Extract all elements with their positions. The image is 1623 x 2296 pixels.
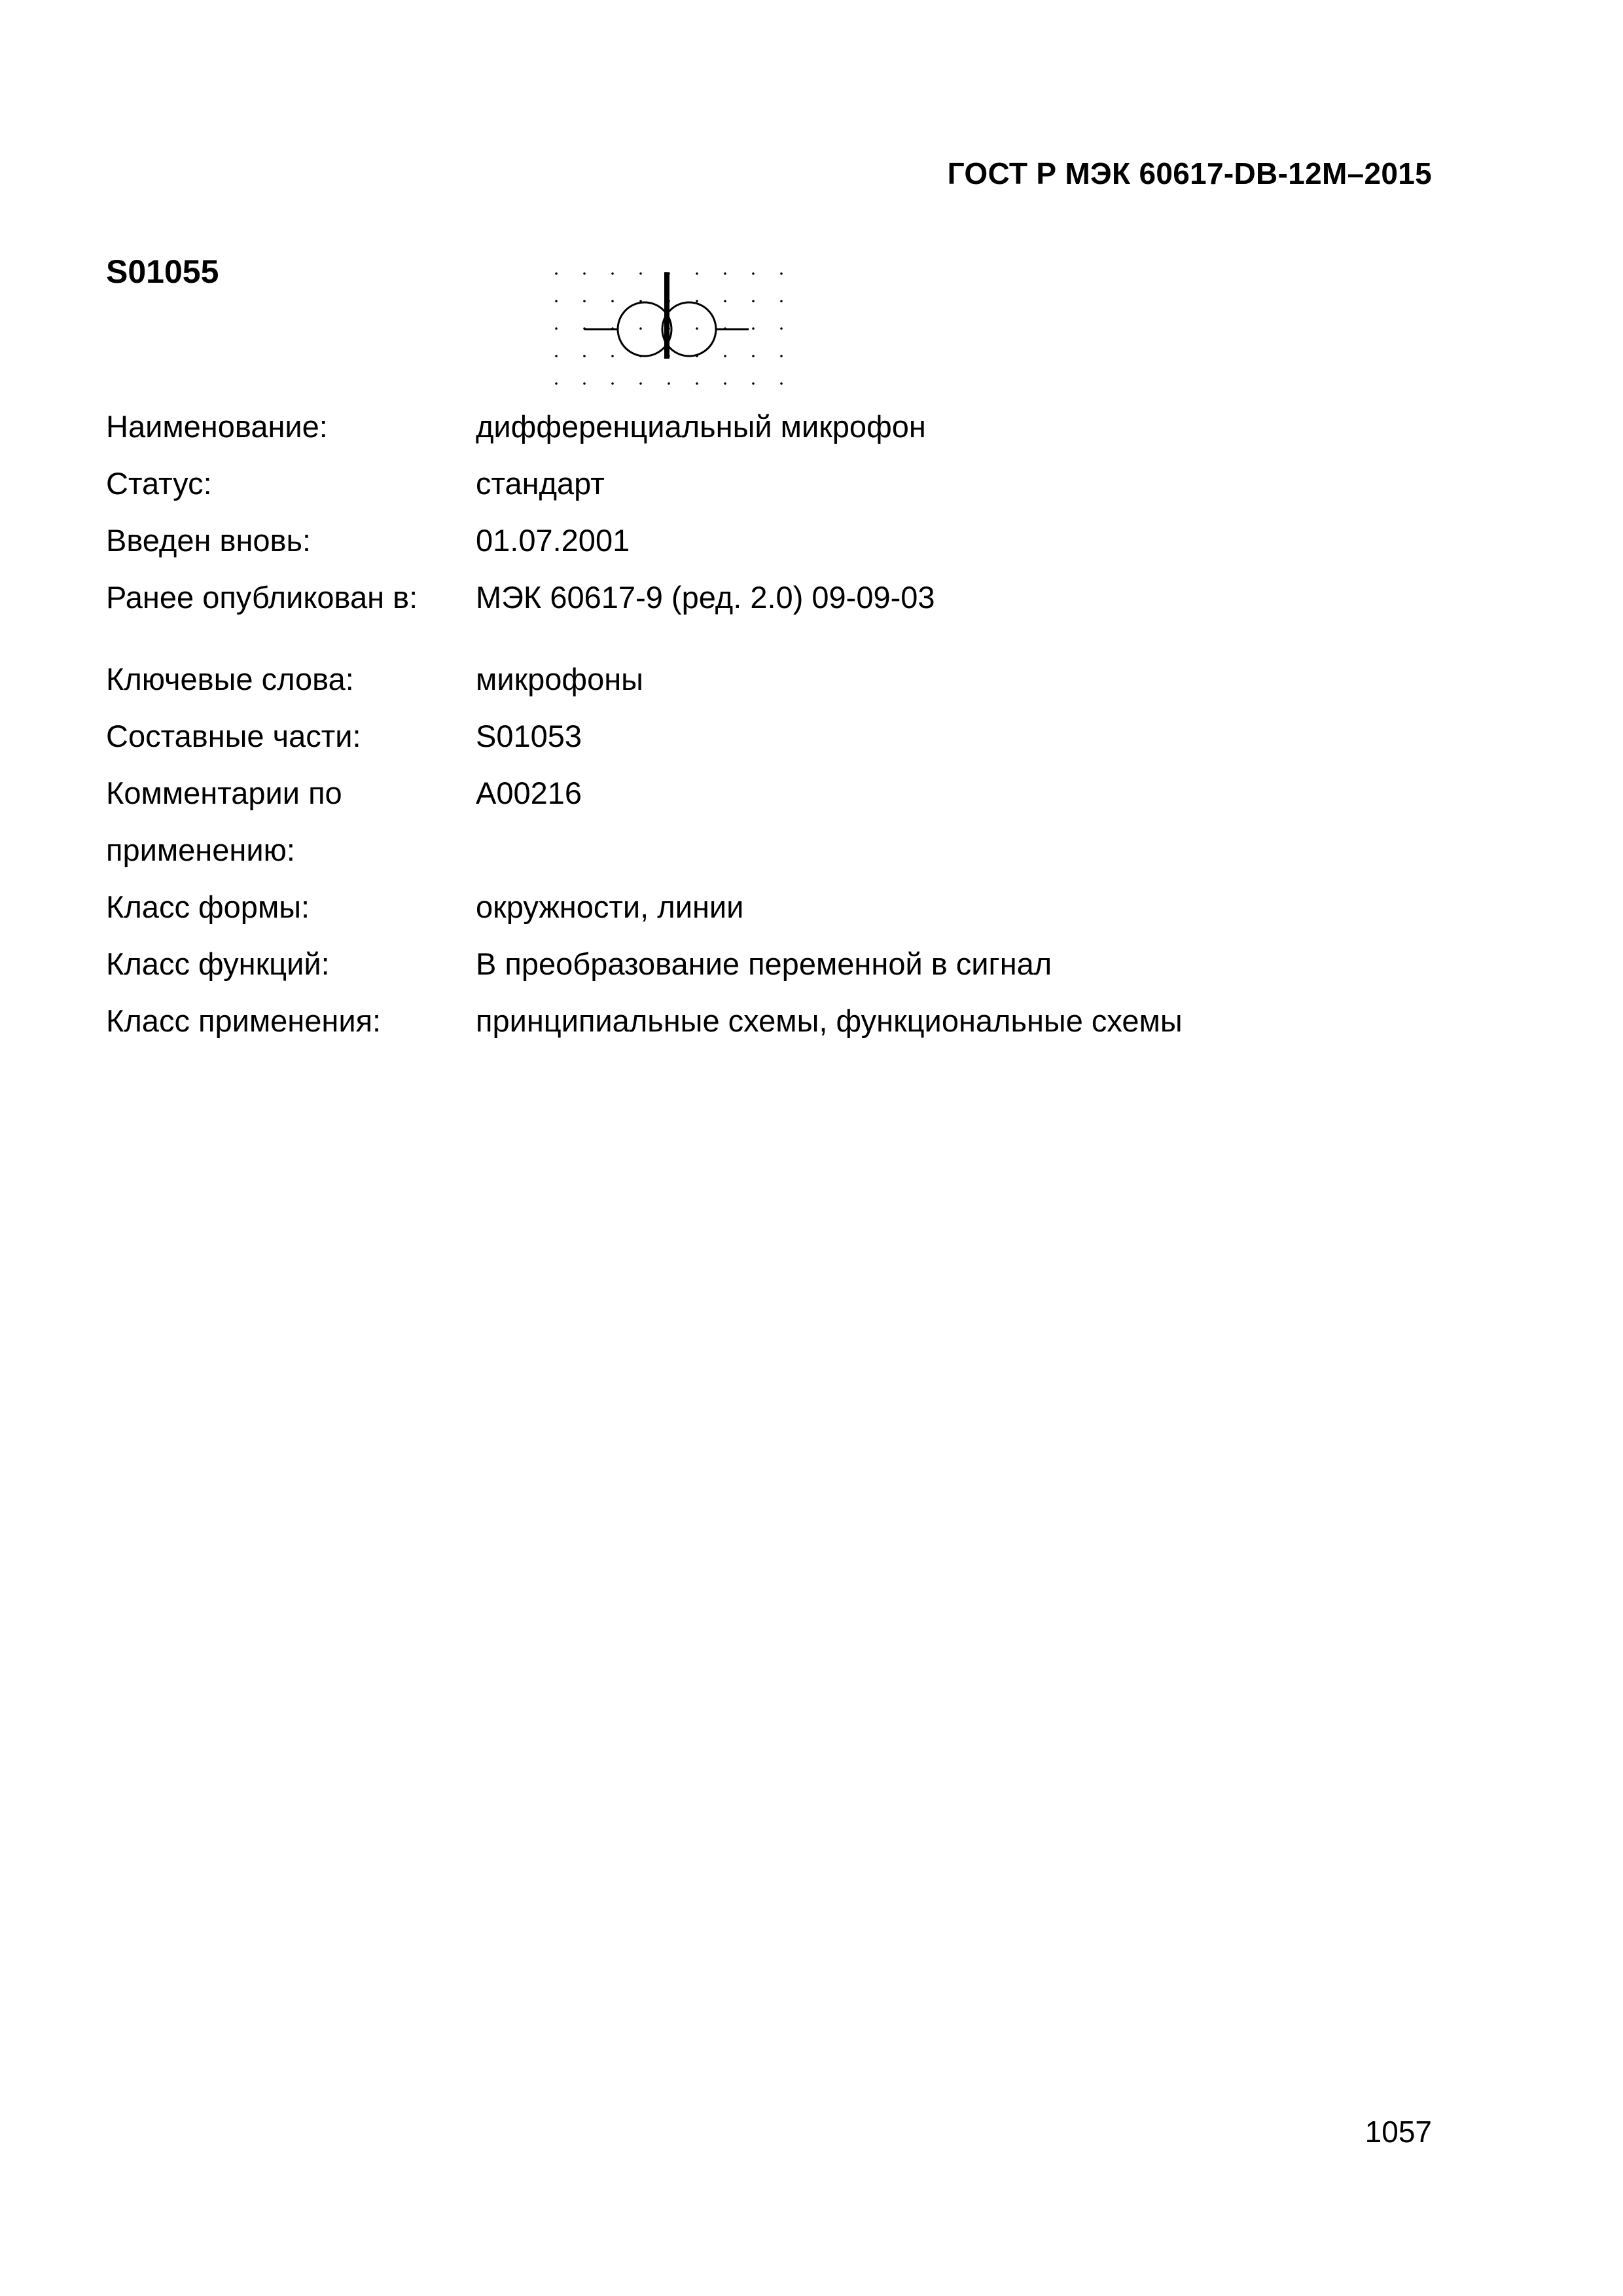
property-label: применению: bbox=[106, 833, 295, 867]
grid-dot bbox=[611, 382, 614, 385]
grid-dot bbox=[555, 327, 558, 330]
property-label: Класс формы: bbox=[106, 889, 310, 924]
property-value: 01.07.2001 bbox=[476, 523, 630, 558]
grid-dot bbox=[724, 272, 726, 275]
grid-dot bbox=[752, 272, 755, 275]
grid-dot bbox=[639, 272, 642, 275]
property-value: B преобразование переменной в сигнал bbox=[476, 946, 1052, 981]
property-row-function-class bbox=[106, 935, 1480, 992]
property-value: дифференциальный микрофон bbox=[476, 409, 926, 444]
property-row-introduced bbox=[106, 512, 1480, 569]
property-row-components bbox=[106, 708, 1480, 764]
grid-dot bbox=[639, 382, 642, 385]
grid-dot bbox=[696, 272, 698, 275]
grid-dot bbox=[752, 300, 755, 302]
property-row-application-class bbox=[106, 992, 1480, 1049]
grid-dot bbox=[780, 327, 783, 330]
property-value: S01053 bbox=[476, 719, 582, 753]
grid-dot bbox=[583, 355, 586, 357]
property-row-shape-class bbox=[106, 878, 1480, 935]
property-row-application-notes-continued bbox=[106, 821, 1480, 878]
grid-dot bbox=[752, 327, 755, 330]
property-label: Класс функций: bbox=[106, 946, 330, 981]
property-row-status bbox=[106, 455, 1480, 512]
symbol-id: S01055 bbox=[106, 253, 219, 290]
grid-dot bbox=[611, 272, 614, 275]
property-value bbox=[476, 821, 1480, 878]
grid-dot bbox=[611, 300, 614, 302]
grid-dot bbox=[696, 382, 698, 385]
property-value: стандарт bbox=[476, 466, 605, 501]
grid-dot bbox=[555, 382, 558, 385]
property-value: принципиальные схемы, функциональные схемы bbox=[476, 1003, 1183, 1038]
grid-dot bbox=[724, 355, 726, 357]
grid-dot bbox=[752, 355, 755, 357]
property-value: МЭК 60617-9 (ред. 2.0) 09-09-03 bbox=[476, 580, 935, 615]
grid-dot bbox=[724, 300, 726, 302]
property-row-application-notes bbox=[106, 764, 1480, 821]
property-label: Статус: bbox=[106, 466, 212, 501]
property-label: Ранее опубликован в: bbox=[106, 580, 418, 615]
property-label: Введен вновь: bbox=[106, 523, 312, 558]
page-number: 1057 bbox=[1364, 2115, 1432, 2149]
property-label: Наименование: bbox=[106, 409, 328, 444]
property-value: A00216 bbox=[476, 776, 582, 810]
property-value: микрофоны bbox=[476, 662, 643, 696]
property-value: окружности, линии bbox=[476, 889, 744, 924]
property-label: Класс применения: bbox=[106, 1003, 382, 1038]
grid-dot bbox=[780, 300, 783, 302]
grid-dot bbox=[780, 355, 783, 357]
property-row-published-in bbox=[106, 569, 1480, 626]
grid-dot bbox=[780, 382, 783, 385]
grid-dot bbox=[611, 355, 614, 357]
grid-dot bbox=[696, 300, 698, 302]
grid-dot bbox=[668, 382, 670, 385]
grid-dot bbox=[555, 272, 558, 275]
grid-dot bbox=[780, 272, 783, 275]
grid-dot bbox=[724, 382, 726, 385]
grid-dot bbox=[555, 300, 558, 302]
property-row-name bbox=[106, 398, 1480, 455]
property-label: Составные части: bbox=[106, 719, 361, 753]
standard-code: ГОСТ Р МЭК 60617-DB-12M–2015 bbox=[947, 156, 1432, 190]
grid-dot bbox=[752, 382, 755, 385]
property-row-keywords bbox=[106, 651, 1480, 708]
grid-dot bbox=[583, 382, 586, 385]
grid-dot bbox=[555, 355, 558, 357]
properties-table bbox=[106, 398, 1480, 1049]
grid-dot bbox=[583, 272, 586, 275]
grid-dot bbox=[639, 327, 642, 330]
property-label: Ключевые слова: bbox=[106, 662, 354, 696]
grid-dot bbox=[583, 300, 586, 302]
microphone-glyph bbox=[584, 272, 749, 359]
property-label: Комментарии по bbox=[106, 776, 342, 810]
grid-dot bbox=[696, 327, 698, 330]
differential-microphone-symbol-icon bbox=[548, 267, 797, 391]
